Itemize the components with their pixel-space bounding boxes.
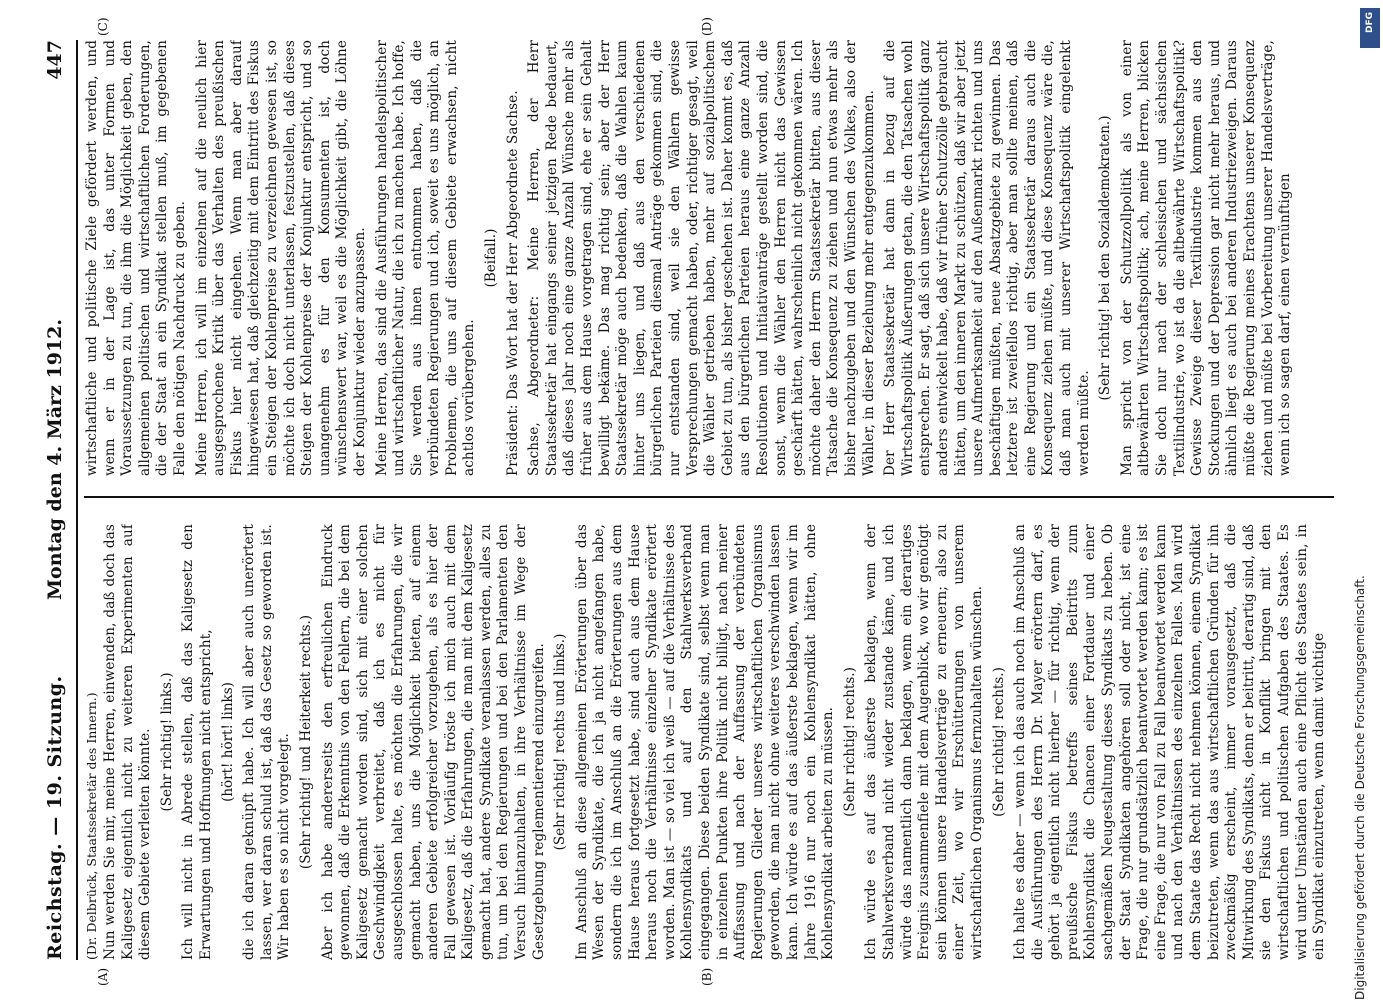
paragraph: Sachse, Abgeordneter: Meine Herren, der Herr Staatssekretär hat eingangs seiner jetzigen Rede bedauert, daß dieses Jahr noch eine ganze Anzahl Wünsche mehr als früher aus dem Hause vorgetragen sind, ehe er sein Gehalt bewilligt bekäme. Das mag richtig sein; aber der Herr Staatssekretär möge auch bedenken, daß die Wahlen kaum hinter uns liegen, und daß aus den verschiedenen bürgerlichen Parteien diesmal Anträge gekommen sind, die nur entstanden sind, weil sie den Wählern gewisse Versprechungen gemacht haben, oder, richtiger gesagt, weil die Wähler getrieben haben, mehr auf sozialpolitischem Gebiet zu tun, als bisher geschehen ist. Daher kommt es, daß aus den bürgerlichen Parteien heraus eine ganze Anzahl Resolutionen und Initiativanträge gestellt worden sind, die sonst, wenn die Wähler den Herren nicht das Gewissen geschärft hätten, wahrscheinlich nicht gekommen wären. Ich möchte daher den Herrn Staatssekretär bitten, aus dieser Tatsache die Konsequenz zu ziehen und nun etwas mehr als bisher nachzugeben und den Wünschen des Volkes, also der Wähler, in dieser Beziehung mehr entgegenzukommen. — [526, 40, 877, 476]
paragraph: Ich will nicht in Abrede stellen, daß das Kaligesetz den Erwartungen und Hoffnungen nicht entspricht, — [180, 524, 214, 960]
running-title: Reichstag. — 19. Sitzung. — [44, 675, 66, 960]
margin-marker-d: (D) — [700, 17, 714, 36]
margin-marker-a: (A) — [96, 967, 110, 986]
dfg-logo-text: DFG — [1365, 12, 1375, 34]
session-date: Montag den 4. März 1912. — [44, 318, 66, 600]
dfg-logo — [1360, 8, 1380, 48]
right-text-column — [84, 40, 1334, 476]
paragraph: Man spricht von der Schutzzollpolitik als von einer altbewährten Wirtschaftspolitik; ach, meine Herren, blicken Sie doch nur nach der schlesischen und sächsischen Textilindustrie, wo ist da die altbewährte Wirtschaftspolitik? Gewisse Zweige dieser Textilindustrie kommen aus den Stockungen und der Depression gar nicht mehr heraus, und ähnlich liegt es auch bei anderen Industriezweigen. Daraus müßte die Regierung meines Erachtens unserer Konsequenz ziehen und müßte bei Vorbereitung unserer Handelsverträge, wenn ich so sagen darf, einen vernünftigen — [1118, 40, 1294, 476]
interjection: (Beifall.) — [483, 228, 500, 288]
digitization-credit — [1353, 0, 1377, 1000]
page-number: 447 — [44, 40, 66, 80]
paragraph: Präsident: Das Wort hat der Herr Abgeordnete Sachse. — [504, 90, 521, 476]
paragraph: Meine Herren, das sind die Ausführungen handelspolitischer und wirtschaftlicher Natur, die ich zu machen habe. Ich hoffe, Sie werden aus ihnen entnommen haben, daß die verbündeten Regierungen und ich, soweit es uns möglich, an Problemen, die uns auf diesem Gebiete erwachsen, nicht achtlos vorübergehen. — [373, 40, 478, 476]
interjection: (Sehr richtig! rechts.) — [841, 667, 858, 817]
interjection: (hört! hört! links) — [219, 682, 236, 802]
paragraph: Nun werden Sie mir, meine Herren, einwenden, daß doch das Kaligesetz eigentlich nicht zu weiteren Experimenten auf diesem Gebiete verleiten könnte. — [102, 524, 154, 960]
paragraph: Ich halte es daher — wenn ich das auch noch im Anschluß an die Ausführungen des Herrn Dr. Mayer erörtern darf, es gehört ja eigentlich nicht hierher — für richtig, wenn der preußische Fiskus betreffs seines Beitritts zum Kohlensyndikat die Chancen einer Fortdauer und einer sachgemäßen Neugestaltung dieses Syndikats zu heben. Ob der Staat Syndikaten angehören soll oder nicht, ist eine Frage, die nur grundsätzlich beantwortet werden kann; es ist eine Frage, die nur von Fall zu Fall beantwortet werden kann und nach den Verhältnissen des einzelnen Falles. Man wird dem Staate das Recht nicht nehmen können, einem Syndikat beizutreten, wenn das aus wirtschaftlichen Gründen für ihn zweckmäßig erscheint, immer vorausgesetzt, daß die Mitwirkung des Syndikats, denn er beitritt, derartig sind, daß sie den Fiskus nicht in Konflikt bringen mit den wirtschaftlichen und politischen Aufgaben des Staates. Es wird unter Umständen auch eine Pflicht des Staates sein, in ein Syndikat einzutreten, wenn damit wichtige — [1012, 524, 1328, 960]
paragraph: die ich daran geknüpft habe. Ich will aber auch unerörtert lassen, wer daran schuld ist, daß das Gesetz so geworden ist. Wir haben es so nicht vorgelegt. — [241, 524, 293, 960]
paragraph: Ich würde es auf das äußerste beklagen, wenn der Stahlwerksverband nicht wieder zustande käme, und ich würde das namentlich dann beklagen, wenn ein derartiges Ereignis zusammenfiele mit dem Augenblick, wo wir genötigt sein können unsere Handelsverträge zu erneuern; also zu einer Zeit, wo wir Erschütterungen von unserem wirtschaftlichen Organismus fernzuhalten wünschen. — [863, 524, 985, 960]
interjection: (Sehr richtig! rechts.) — [990, 667, 1007, 817]
paragraph: Meine Herren, ich will im einzelnen auf die neulich hier ausgesprochene Kritik über das Verhalten des preußischen Fiskus hier nicht eingehen. Wenn man aber darauf hingewiesen hat, daß gleichzeitig mit dem Eintritt des Fiskus ein Steigen der Kohlenpreise zu verzeichnen gewesen ist, so möchte ich doch nicht unterlassen, festzustellen, daß dieses Steigen der Kohlenpreise der Konjunktur entspricht, und so unangenehm es für den Konsumenten ist, doch wünschenswert war, weil es die Möglichkeit gibt, die Löhne der Konjunktur wieder anzupassen. — [193, 40, 368, 476]
paragraph: wirtschaftliche und politische Ziele gefördert werden, und wenn er in der Lage ist, das unter Formen und Voraussetzungen zu tun, die ihm die Möglichkeit geben, den allgemeinen politischen und wirtschaftlichen Forderungen, die der Staat an ein Syndikat stellen muß, im gegebenen Falle den nötigen Nachdruck zu geben. — [84, 40, 188, 476]
speaker-line: (Dr. Delbrück, Staatssekretär des Innern.) — [84, 692, 99, 960]
interjection: (Sehr richtig! bei den Sozialdemokraten.) — [1097, 115, 1114, 401]
interjection: (Sehr richtig! rechts und links.) — [552, 633, 569, 851]
left-text-column — [84, 524, 1334, 960]
interjection: (Sehr richtig! und Heiterkeit rechts.) — [297, 614, 314, 870]
interjection: (Sehr richtig! links.) — [158, 672, 175, 812]
paragraph: Aber ich habe andererseits den erfreulichen Eindruck gewonnen, daß die Erkenntnis von den Fehlern, die bei dem Kaligesetz gemacht worden sind, sich mit einer solchen Geschwindigkeit verbreitet, daß ich es nicht für ausgeschlossen halte, es möchten die Erfahrungen, die wir gemacht haben, uns die Möglichkeit bieten, auf einem anderen Gebiete erfolgreicher vorzugehen, als es hier der Fall gewesen ist. Vorläufig tröste ich mich auch mit dem Kaligesetz, daß die Erfahrungen, die man mit dem Kaligesetz gemacht hat, andere Syndikate veranlassen werden, alles zu tun, um bei den Regierungen und bei den Parlamenten den Versuch hintanzuhalten, in ihre Verhältnisse im Wege der Gesetzgebung reglementierend einzugreifen. — [319, 524, 547, 960]
column-divider — [84, 496, 1334, 498]
margin-marker-b: (B) — [700, 967, 714, 986]
margin-marker-c: (C) — [96, 17, 110, 36]
paragraph: Der Herr Staatssekretär hat dann in bezug auf die Wirtschaftspolitik Äußerungen getan, die den Tatsachen wohl entsprechen. Er sagt, daß sich unsere Wirtschaftspolitik ganz anders entwickelt habe, daß wir früher Schutzzölle gebraucht hätten, um den inneren Markt zu schützen, daß wir aber jetzt unsere Aufmerksamkeit auf den Außenmarkt richten und uns beschäftigen müßten, neue Absatzgebiete zu gewinnen. Das letztere ist zweifellos richtig, aber man sollte meinen, daß eine Regierung und ein Staatssekretär daraus auch die Konsequenz ziehen müßte, und diese Konsequenz wäre die, daß man auch mit unserer Wirtschaftspolitik eingelenkt werden müßte. — [882, 40, 1092, 476]
page-header — [40, 40, 78, 960]
paragraph: Im Anschluß an diese allgemeinen Erörterungen über das Wesen der Syndikate, die ich ja nicht angefangen habe, sondern die ich im Anschluß an die Erörterungen aus dem Hause heraus fortgesetzt habe, sind auch aus dem Hause heraus noch die Verhältnisse einzelner Syndikate erörtert worden. Man ist — so viel ich weiß — auf die Verhältnisse des Kohlensyndikats und auf den Stahlwerksverband eingegangen. Diese beiden Syndikate sind, selbst wenn man in einzelnen Punkten ihre Politik nicht billigt, nach meiner Auffassung und nach der Auffassung der verbündeten Regierungen Glieder unseres wirtschaftlichen Organismus geworden, die man nicht ohne weiteres verschwinden lassen kann. Ich würde es auf das äußerste beklagen, wenn wir im Jahre 1916 nur noch ein Kohlensyndikat hätten, ohne Kohlensyndikat arbeiten zu müssen. — [573, 524, 837, 960]
credit-text: Digitalisierung gefördert durch die Deutsche Forschungsgemeinschaft. — [1353, 575, 1367, 1000]
